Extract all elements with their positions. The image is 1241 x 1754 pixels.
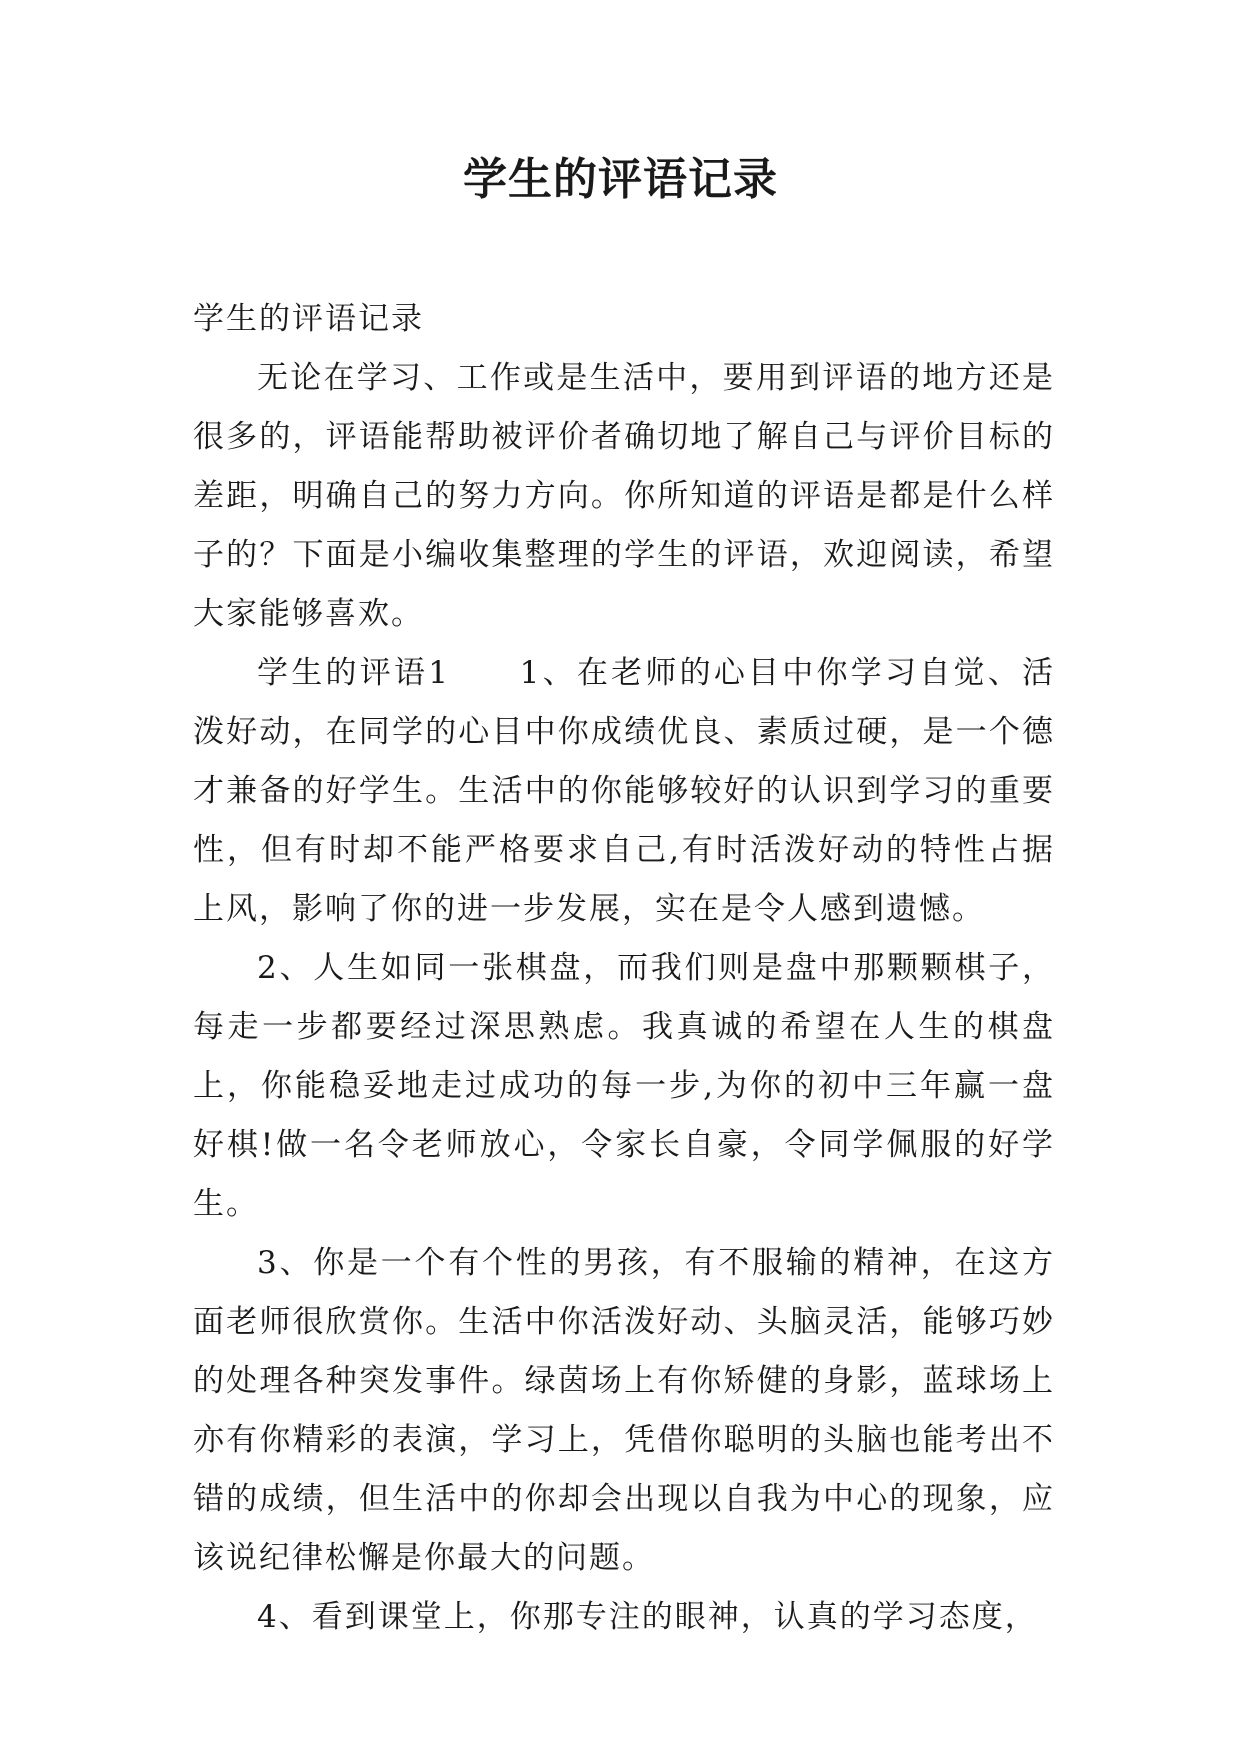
document-title: 学生的评语记录: [463, 154, 778, 205]
paragraph: 无论在学习、工作或是生活中，要用到评语的地方还是很多的，评语能帮助被评价者确切地了解自己与评价目标的差距，明确自己的努力方向。你所知道的评语是都是什么样子的？下面是小编收集整理的学生的评语，欢迎阅读，希望大家能够喜欢。: [193, 360, 1055, 632]
document-body: [193, 290, 1055, 1647]
document-subtitle: 学生的评语记录: [193, 301, 424, 337]
paragraph: 学生的评语1 1、在老师的心目中你学习自觉、活泼好动，在同学的心目中你成绩优良、素质过硬，是一个德才兼备的好学生。生活中的你能够较好的认识到学习的重要性，但有时却不能严格要求自己,有时活泼好动的特性占据上风，影响了你的进一步发展，实在是令人感到遗憾。: [193, 655, 1055, 927]
paragraph: 4、看到课堂上，你那专注的眼神，认真的学习态度，: [257, 1599, 1038, 1635]
paragraph: 3、你是一个有个性的男孩，有不服输的精神，在这方面老师很欣赏你。生活中你活泼好动、头脑灵活，能够巧妙的处理各种突发事件。绿茵场上有你矫健的身影，蓝球场上亦有你精彩的表演，学习上，凭借你聪明的头脑也能考出不错的成绩，但生活中的你却会出现以自我为中心的现象，应该说纪律松懈是你最大的问题。: [193, 1245, 1055, 1576]
paragraph: 2、人生如同一张棋盘，而我们则是盘中那颗颗棋子，每走一步都要经过深思熟虑。我真诚的希望在人生的棋盘上，你能稳妥地走过成功的每一步,为你的初中三年赢一盘好棋!做一名令老师放心，令家长自豪，令同学佩服的好学生。: [193, 950, 1055, 1222]
